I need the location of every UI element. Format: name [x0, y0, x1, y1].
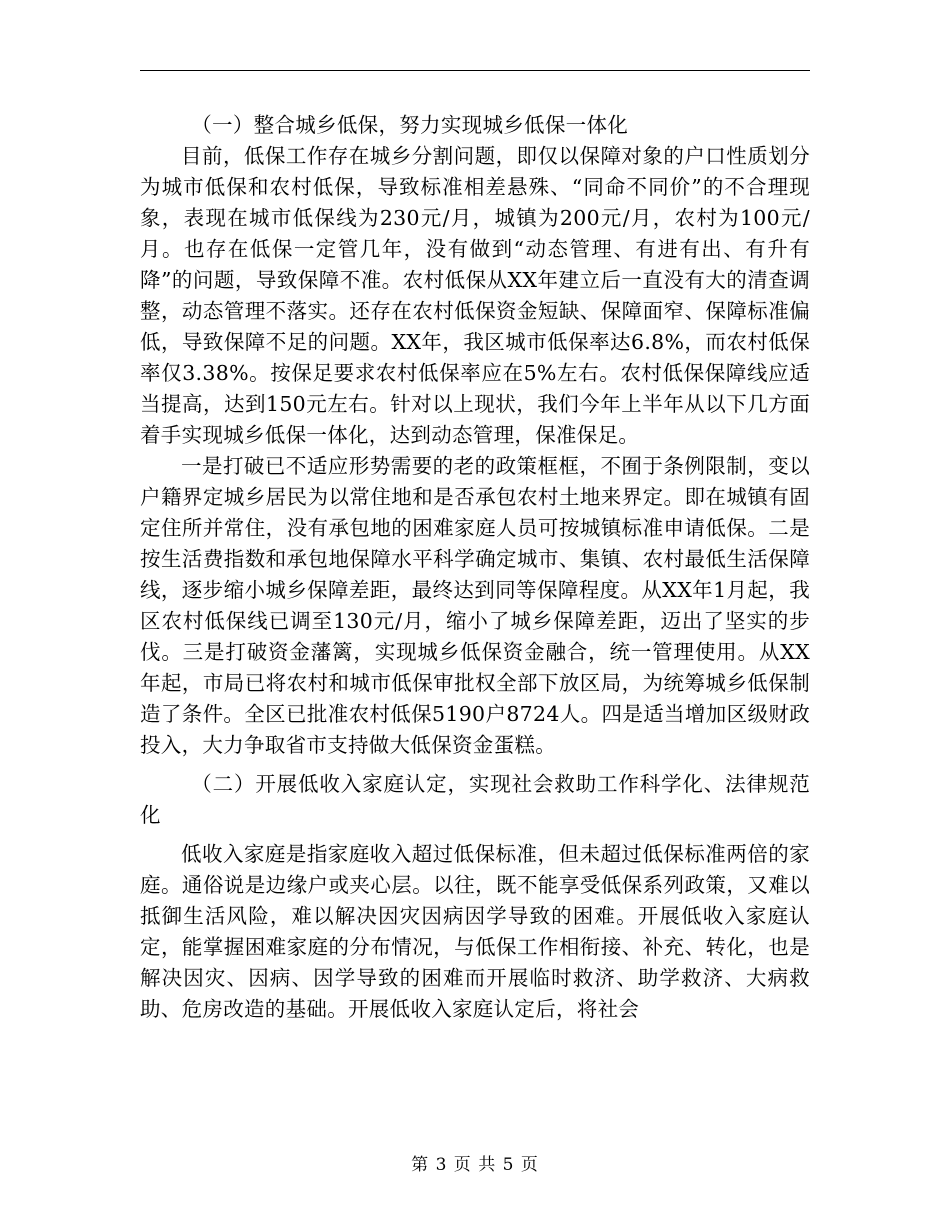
document-body — [140, 110, 810, 1025]
section-heading-1: （一）整合城乡低保，努力实现城乡低保一体化 — [191, 113, 629, 137]
body-paragraph-3: 低收入家庭是指家庭收入超过低保标准，但未超过低保标准两倍的家庭。通俗说是边缘户或夹心层。以往，既不能享受低保系列政策，又难以抵御生活风险，难以解决因灾因病因学导致的困难。开展低收入家庭认定，能掌握困难家庭的分布情况，与低保工作相衔接、补充、转化，也是解决因灾、因病、因学导致的困难而开展临时救济、助学救济、大病救助、危房改造的基础。开展低收入家庭认定后，将社会 — [140, 842, 810, 1021]
page-number-footer: 第 3 页 共 5 页 — [411, 1155, 539, 1175]
header-rule — [140, 70, 810, 71]
body-paragraph-1: 目前，低保工作存在城乡分割问题，即仅以保障对象的户口性质划分为城市低保和农村低保，导致标准相差悬殊、“同命不同价”的不合理现象，表现在城市低保线为230元/月，城镇为200元/月，农村为100元/月。也存在低保一定管几年，没有做到“动态管理、有进有出、有升有降”的问题，导致保障不准。农村低保从XX年建立后一直没有大的清查调整，动态管理不落实。还存在农村低保资金短缺、保障面窄、保障标准偏低，导致保障不足的问题。XX年，我区城市低保率达6.8%，而农村低保率仅3.38%。按保足要求农村低保率应在5%左右。农村低保保障线应适当提高，达到150元左右。针对以上现状，我们今年上半年从以下几方面着手实现城乡低保一体化，达到动态管理，保准保足。 — [140, 144, 810, 447]
body-paragraph-2: 一是打破已不适应形势需要的老的政策框框，不囿于条例限制，变以户籍界定城乡居民为以常住地和是否承包农村土地来界定。即在城镇有固定住所并常住，没有承包地的困难家庭人员可按城镇标准申请低保。二是按生活费指数和承包地保障水平科学确定城市、集镇、农村最低生活保障线，逐步缩小城乡保障差距，最终达到同等保障程度。从XX年1月起，我区农村低保线已调至130元/月，缩小了城乡保障差距，迈出了坚实的步伐。三是打破资金藩篱，实现城乡低保资金融合，统一管理使用。从XX年起，市局已将农村和城市低保审批权全部下放区局，为统筹城乡低保制造了条件。全区已批准农村低保5190户8724人。四是适当增加区级财政投入，大力争取省市支持做大低保资金蛋糕。 — [140, 454, 810, 757]
section-heading-2: （二）开展低收入家庭认定，实现社会救助工作科学化、法律规范化 — [140, 772, 810, 827]
